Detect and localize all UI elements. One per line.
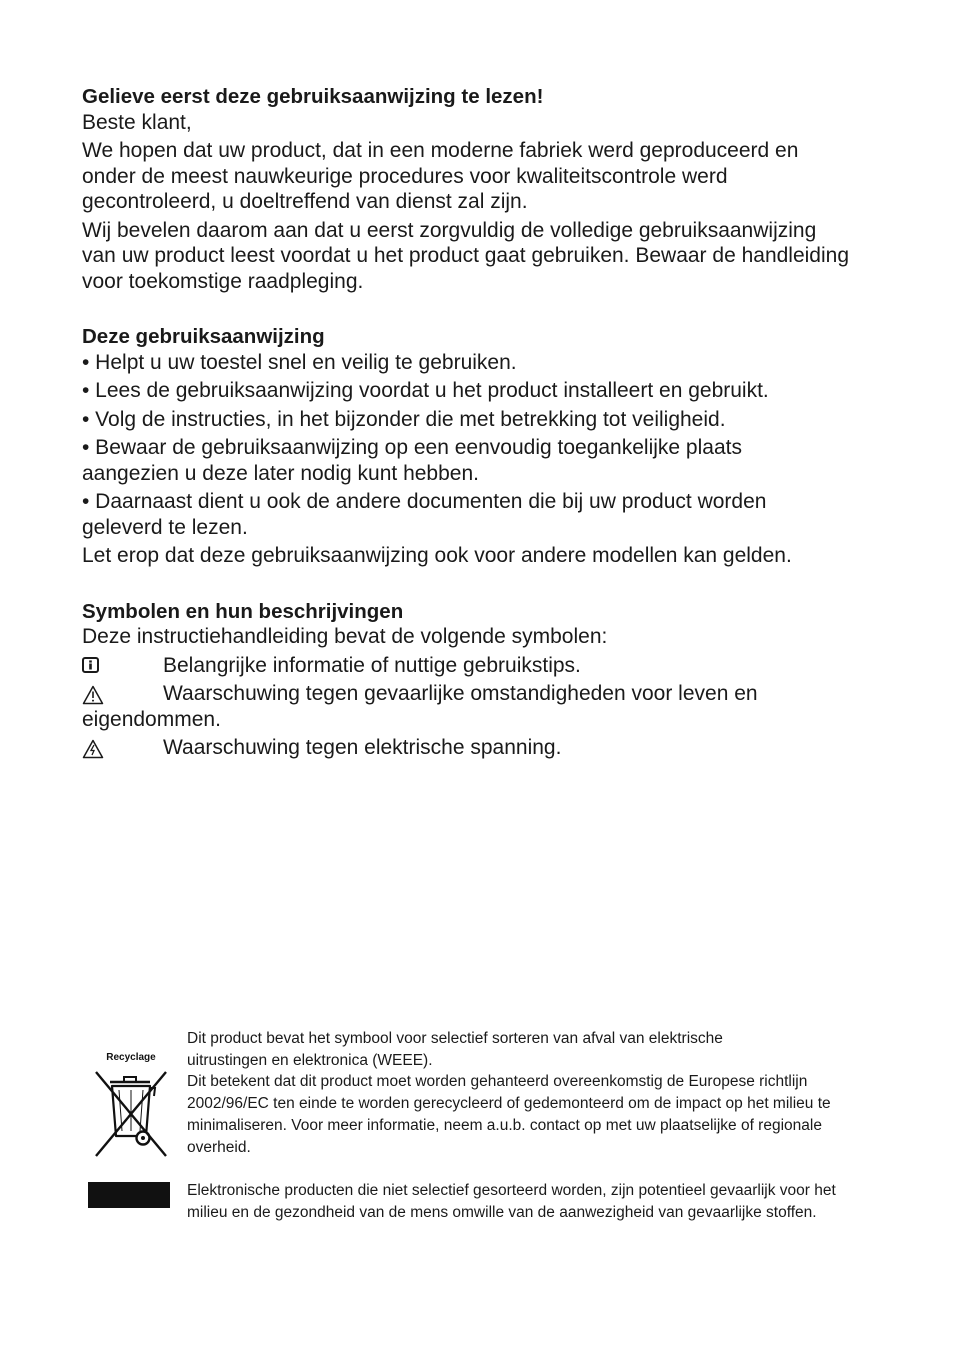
symbols-heading: Symbolen en hun beschrijvingen [82, 599, 404, 623]
recyclage-label: Recyclage [106, 1052, 156, 1063]
greeting: Beste klant, [82, 110, 192, 134]
symbols-intro: Deze instructiehandleiding bevat de volgende symbolen: [82, 625, 608, 648]
manual-page [82, 84, 862, 764]
weee-text-2: Dit betekent dat dit product moet worden gehanteerd overeenkomstig de Europese richtlijn 2002/96/EC ten einde te worden gerecycleerd of gedemonteerd om de impact op het milieu te minimaliseren. Voor meer informatie, neem a.u.b. contact op met uw plaatselijke of regionale overheid. [187, 1073, 831, 1156]
manual-heading: Deze gebruiksaanwijzing [82, 325, 325, 348]
symbol-text-info: Belangrijke informatie of nuttige gebruikstips. [163, 653, 581, 677]
manual-bullet: • Daarnaast dient u ook de andere documenten die bij uw product worden geleverd te lezen. [82, 490, 767, 539]
manual-bullet: • Helpt u uw toestel snel en veilig te gebruiken. [82, 350, 517, 374]
intro-heading: Gelieve eerst deze gebruiksaanwijzing te lezen! [82, 85, 544, 108]
info-icon [82, 653, 163, 674]
electric-warning-icon [82, 735, 163, 759]
manual-bullet: • Volg de instructies, in het bijzonder die met betrekking tot veiligheid. [82, 407, 726, 431]
crossed-out-bin-icon [88, 1066, 174, 1172]
symbol-text-warning: Waarschuwing tegen gevaarlijke omstandigheden voor leven en eigendommen. [82, 682, 758, 731]
symbol-row-electric [82, 735, 862, 761]
weee-text-1: Dit product bevat het symbool voor selectief sorteren van afval van elektrische uitrustingen en elektronica (WEEE). [187, 1030, 723, 1069]
symbol-row-info [82, 653, 862, 679]
weee-text-3: Elektronische producten die niet selectief gesorteerd worden, zijn potentieel gevaarlijk voor het milieu en de gezondheid van de mens omwille van de aanwezigheid van gevaarlijke stoffen. [187, 1182, 836, 1221]
symbol-text-electric: Waarschuwing tegen elektrische spanning. [163, 736, 562, 759]
symbol-row-warning [82, 681, 802, 732]
manual-note: Let erop dat deze gebruiksaanwijzing ook voor andere modellen kan gelden. [82, 544, 792, 567]
weee-black-bar [88, 1182, 170, 1208]
manual-bullet: • Bewaar de gebruiksaanwijzing op een eenvoudig toegankelijke plaats aangezien u deze later nodig kunt hebben. [82, 436, 742, 485]
intro-paragraph-2: Wij bevelen daarom aan dat u eerst zorgvuldig de volledige gebruiksaanwijzing van uw product leest voordat u het product gaat gebruiken. Bewaar de handleiding voor toekomstige raadpleging. [82, 218, 850, 293]
manual-bullet: • Lees de gebruiksaanwijzing voordat u het product installeert en gebruikt. [82, 379, 769, 402]
intro-paragraph-1: We hopen dat uw product, dat in een moderne fabriek werd geproduceerd en onder de meest nauwkeurige procedures voor kwaliteitscontrole werd gecontroleerd, u doeltreffend van dienst zal zijn. [82, 139, 799, 213]
warning-triangle-icon [82, 681, 163, 705]
weee-text [187, 1028, 857, 1224]
